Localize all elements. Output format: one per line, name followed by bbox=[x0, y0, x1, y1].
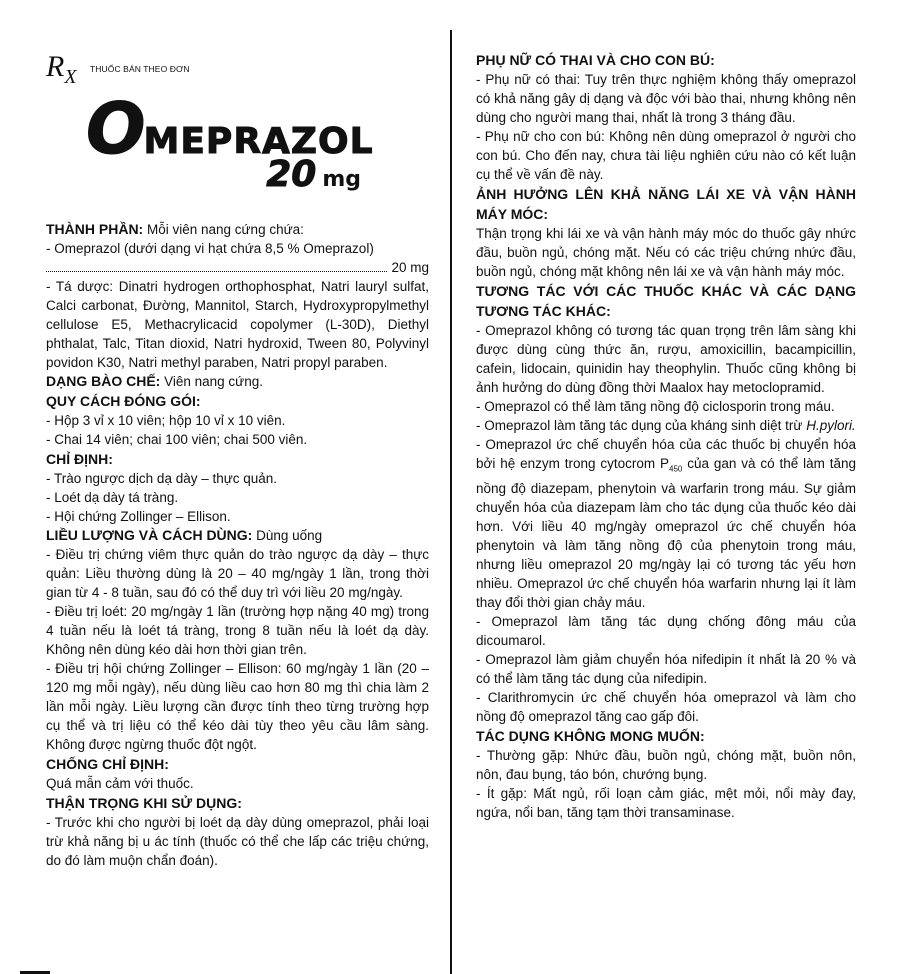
heading-contraindications: CHỐNG CHỈ ĐỊNH: bbox=[46, 756, 169, 772]
dosage-intro: Dùng uống bbox=[252, 528, 323, 543]
packaging-2: - Chai 14 viên; chai 100 viên; chai 500 viên. bbox=[46, 432, 308, 447]
heading-driving: ẢNH HƯỞNG LÊN KHẢ NĂNG LÁI XE VÀ VẬN HÀNH MÁY MÓC: bbox=[476, 186, 856, 222]
heading-dosage: LIỀU LƯỢNG VÀ CÁCH DÙNG: bbox=[46, 527, 253, 543]
heading-side-effects: TÁC DỤNG KHÔNG MONG MUỐN: bbox=[476, 727, 705, 744]
column-divider bbox=[450, 30, 452, 974]
rx-symbol: $R_X$ bbox=[46, 50, 77, 88]
composition-excipients: - Tá dược: Dinatri hydrogen orthophosphat, Natri lauryl sulfat, Calci carbonat, Đường, Mannitol, Starch, Hydroxypropylmethyl cellulose E5, Methacrylicacid copolymer (L-30D), Diethyl phthalat, Talc, Titan dioxid, Natri hydroxid, Tween 80, Polyvinyl povidon K30, Natri methyl paraben, Natri propyl paraben. bbox=[46, 279, 429, 370]
composition-amount-row bbox=[46, 258, 429, 277]
right-column bbox=[458, 0, 900, 974]
interaction-6: - Omeprazol làm giảm chuyển hóa nifedipin ít nhất là 20 % và có thể làm tăng tác dụng của nifedipin. bbox=[476, 651, 856, 686]
interaction-7: - Clarithromycin ức chế chuyển hóa omeprazol và làm cho nồng độ omeprazol tăng cao gấp đôi. bbox=[476, 689, 856, 724]
interaction-4: - Omeprazol ức chế chuyển hóa của các thuốc bị chuyển hóa bởi hệ enzym trong cytocrom $P_{450}$ của gan và có thể làm tăng nồng độ diazepam, phenytoin và warfarin trong máu. Sự giảm chuyển hóa của diazepam làm cho tác dụng của thuốc kéo dài hơn. Với liều 40 mg/ngày omeprazol ức chế chuyển hóa phenytoin và làm tăng nồng độ của phenytoin trong máu, nhưng liều omeprazol 20 mg/ngày lại có tương tác yếu hơn nhiều. Omeprazol ức chế chuyển hóa warfarin nhưng lại ít làm thay đổi thời gian chảy máu. bbox=[476, 437, 856, 610]
side-effect-2: - Ít gặp: Mất ngủ, rối loạn cảm giác, mệt mỏi, nổi mày đay, ngứa, nổi ban, tăng tạm thời transaminase. bbox=[476, 785, 856, 820]
heading-interactions: TƯƠNG TÁC VỚI CÁC THUỐC KHÁC VÀ CÁC DẠNG TƯƠNG TÁC KHÁC: bbox=[476, 283, 856, 319]
dosage-form: Viên nang cứng. bbox=[160, 374, 263, 389]
heading-packaging: QUY CÁCH ĐÓNG GÓI: bbox=[46, 393, 201, 409]
heading-indications: CHỈ ĐỊNH: bbox=[46, 451, 113, 467]
interaction-1: - Omeprazol không có tương tác quan trọng trên lâm sàng khi được dùng cùng thức ăn, rượu, amoxicillin, bacampicillin, cafein, lidocain, quinidin hay theophylin. Thuốc cũng không bị ảnh hưởng do dùng đồng thời Maalox hay metoclopramid. bbox=[476, 323, 856, 395]
dosage-1: - Điều trị chứng viêm thực quản do trào ngược dạ dày – thực quản: Liều thường dùng là 20 – 40 mg/ngày 1 lần, trong thời gian từ 4 - 8 tuần, sau đó có thể duy trì với liều 20 mg/ngày. bbox=[46, 547, 429, 600]
interaction-3: - Omeprazol làm tăng tác dụng của kháng sinh diệt trừ H.pylori. bbox=[476, 418, 856, 433]
rx-header bbox=[46, 42, 429, 88]
indication-1: - Trào ngược dịch dạ dày – thực quản. bbox=[46, 471, 278, 486]
heading-pregnancy: PHỤ NỮ CÓ THAI VÀ CHO CON BÚ: bbox=[476, 52, 715, 68]
composition-line1: - Omeprazol (dưới dạng vi hạt chứa 8,5 % Omeprazol) bbox=[46, 241, 374, 256]
h-pylori-text: H.pylori. bbox=[806, 418, 856, 433]
heading-dosage-form: DẠNG BÀO CHẾ: bbox=[46, 373, 161, 389]
strength-value: 20 bbox=[266, 154, 317, 195]
prescription-note: THUỐC BÁN THEO ĐƠN bbox=[90, 64, 190, 74]
brand-rest: MEPRAZOL bbox=[143, 121, 374, 162]
section-composition bbox=[46, 220, 429, 372]
composition-intro: Mỗi viên nang cứng chứa: bbox=[143, 222, 304, 237]
dosage-2: - Điều trị loét: 20 mg/ngày 1 lần (trường hợp nặng 40 mg) trong 4 tuần nếu là loét tá tràng, trong 8 tuần nếu là loét dạ dày. Không nên dùng kéo dài hơn thời gian trên. bbox=[46, 604, 429, 657]
side-effect-1: - Thường gặp: Nhức đầu, buồn ngủ, chóng mặt, buồn nôn, nôn, đau bụng, táo bón, chướng bụng. bbox=[476, 747, 856, 782]
indication-3: - Hội chứng Zollinger – Ellison. bbox=[46, 509, 231, 524]
heading-composition: THÀNH PHẦN: bbox=[46, 221, 144, 237]
contraindication-1: Quá mẫn cảm với thuốc. bbox=[46, 776, 194, 791]
heading-precautions: THẬN TRỌNG KHI SỬ DỤNG: bbox=[46, 795, 242, 811]
strength-unit: mg bbox=[322, 167, 361, 192]
composition-amount: 20 mg bbox=[391, 260, 429, 275]
indication-2: - Loét dạ dày tá tràng. bbox=[46, 490, 179, 505]
precaution-1: - Trước khi cho người bị loét dạ dày dùng omeprazol, phải loại trừ khả năng bị u ác tính (thuốc có thể che lấp các triệu chứng, do đó làm muộn chẩn đoán). bbox=[46, 815, 429, 868]
pregnancy-2: - Phụ nữ cho con bú: Không nên dùng omeprazol ở người cho con bú. Cho đến nay, chưa tài liệu nghiên cứu nào có kết luận cụ thể về vấn đề này. bbox=[476, 129, 856, 182]
interaction-2: - Omeprazol có thể làm tăng nồng độ ciclosporin trong máu. bbox=[476, 399, 835, 414]
driving-1: Thận trọng khi lái xe và vận hành máy móc do thuốc gây nhức đầu, buồn ngủ, chóng mặt. Nếu có các triệu chứng nhức đầu, buồn ngủ, chóng mặt không nên lái xe và vận hành máy móc. bbox=[476, 226, 856, 279]
left-column bbox=[0, 0, 443, 974]
dosage-3: - Điều trị hội chứng Zollinger – Ellison: 60 mg/ngày 1 lần (20 – 120 mg mỗi ngày), nếu dùng liều cao hơn 80 mg thì chia làm 2 lần mỗi ngày. Liều lượng cần được tính theo từng trường hợp cụ thể và trị liệu có thể kéo dài tùy theo yêu cầu lâm sàng. Không được ngừng thuốc đột ngột. bbox=[46, 661, 429, 752]
packaging-1: - Hộp 3 vỉ x 10 viên; hộp 10 vỉ x 10 viên. bbox=[46, 413, 286, 428]
brand-initial: O bbox=[86, 88, 144, 170]
pregnancy-1: - Phụ nữ có thai: Tuy trên thực nghiệm không thấy omeprazol có khả năng gây dị dạng và độc với bào thai, nhưng không nên dùng cho người mang thai, nhất là trong 3 tháng đầu. bbox=[476, 72, 856, 125]
interaction-5: - Omeprazol làm tăng tác dụng chống đông máu của dicoumarol. bbox=[476, 613, 856, 648]
brand-name bbox=[86, 88, 429, 170]
